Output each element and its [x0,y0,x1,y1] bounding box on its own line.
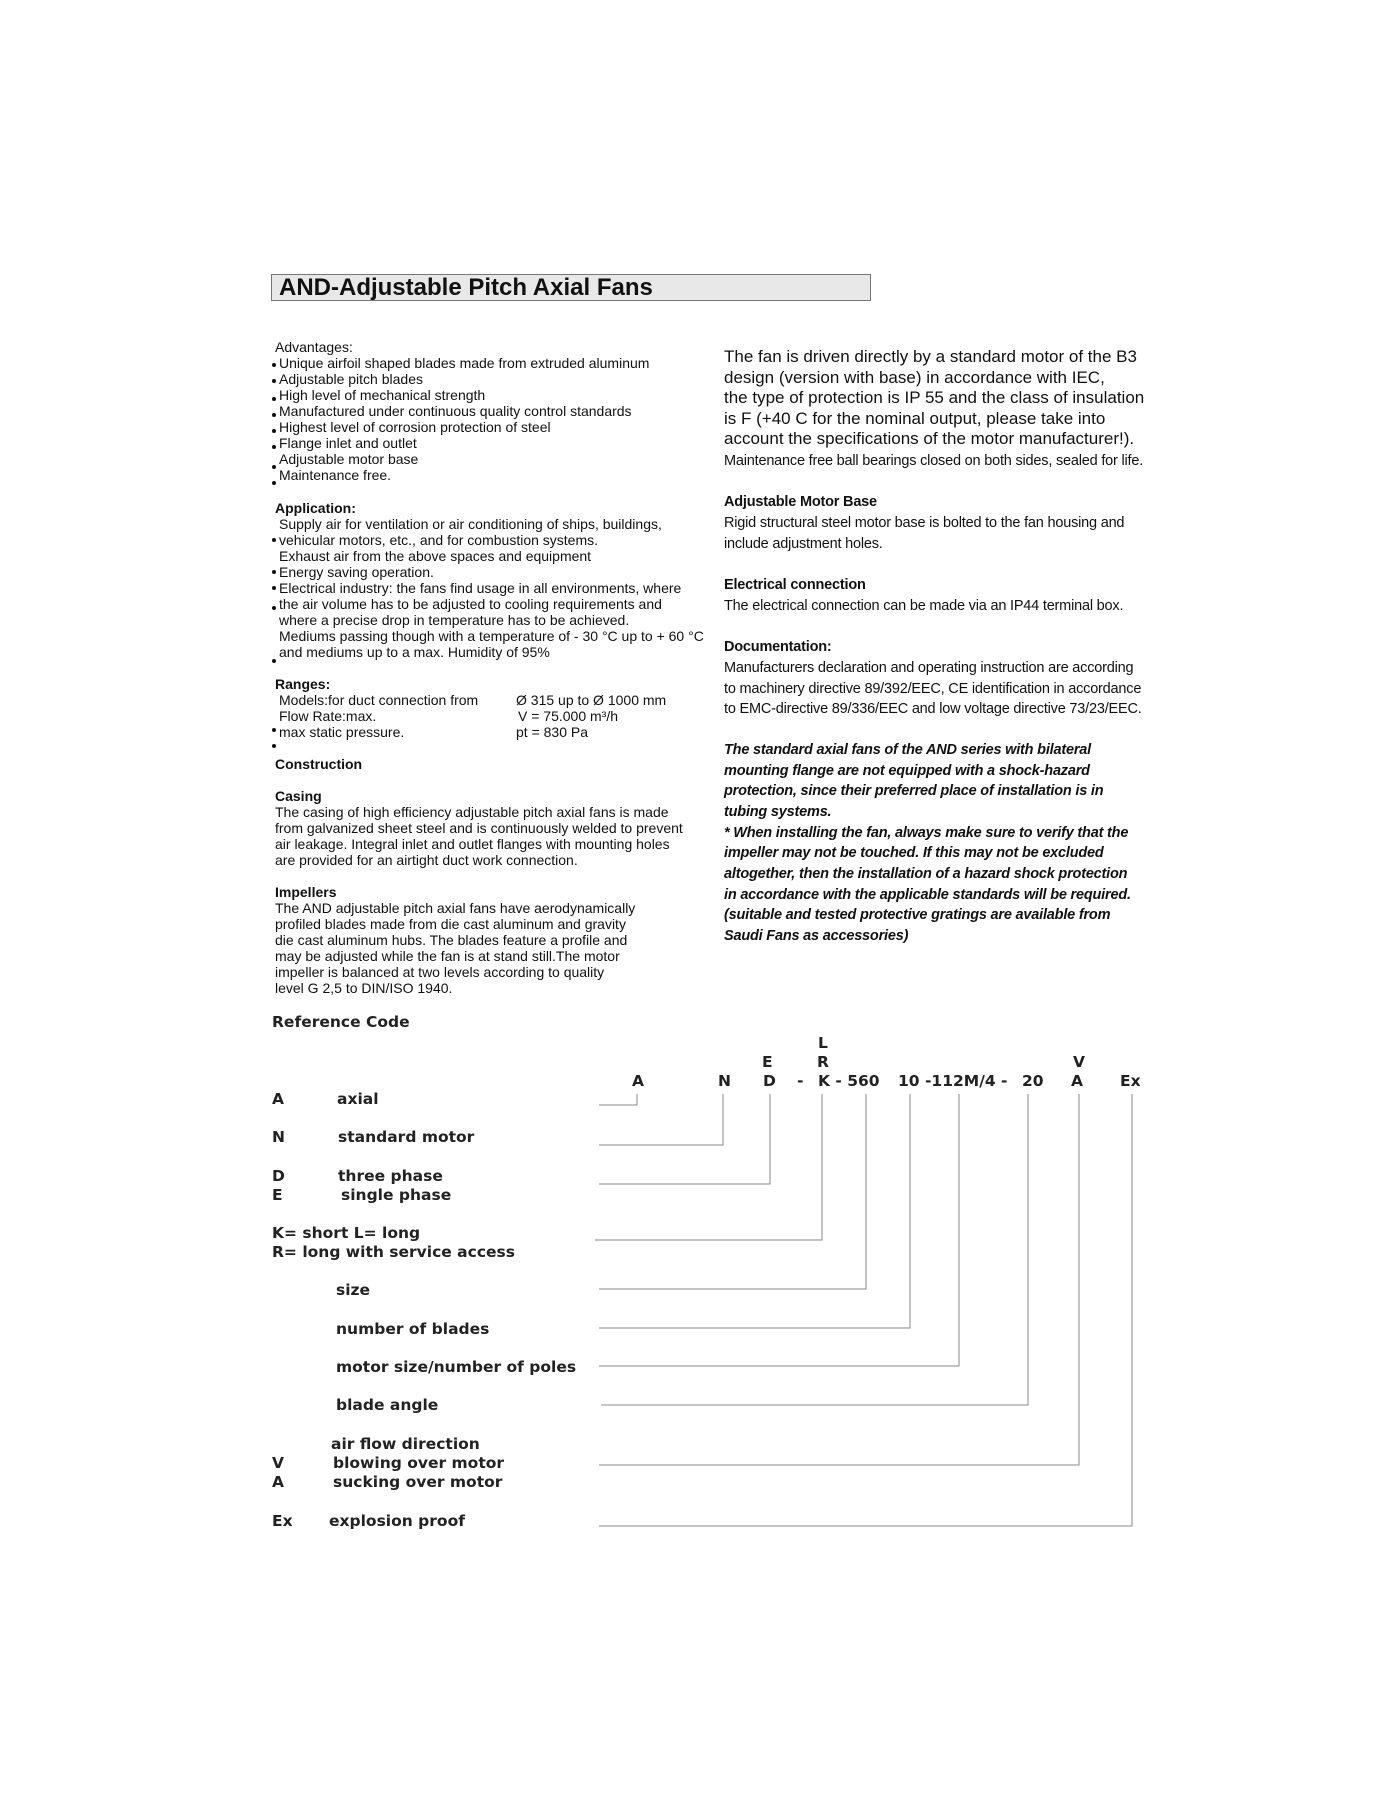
advantages-item: Highest level of corrosion protection of steel [279,419,551,435]
ranges-label: Flow Rate:max. [279,708,377,724]
application-line: Electrical industry: the fans find usage in all environments, where [279,580,682,596]
legend-letter: V [272,1454,284,1472]
connector-k [595,1094,822,1240]
warning-line: (suitable and tested protective gratings are available from [724,907,1111,923]
code-alt-e: E [762,1053,773,1071]
warning-line: impeller may not be touched. If this may not be excluded [724,845,1104,861]
legend-text: single phase [341,1186,452,1204]
advantages-item: Flange inlet and outlet [279,435,417,451]
warning-line: mounting flange are not equipped with a shock-hazard [724,763,1090,779]
motor-base-line: Rigid structural steel motor base is bolted to the fan housing and [724,515,1125,531]
legend-text: three phase [338,1167,443,1185]
ranges-heading: Ranges: [275,676,331,692]
ranges-label: Models:for duct connection from [279,692,479,708]
motor-line: is F (+40 C for the nominal output, please take into [724,409,1106,428]
advantages-item: High level of mechanical strength [279,387,486,403]
impellers-line: profiled blades made from die cast aluminum and gravity [275,916,626,932]
legend-text: number of blades [336,1320,490,1338]
application-line: vehicular motors, etc., and for combustion systems. [279,532,599,548]
connector-a [599,1094,637,1105]
warning-line: Saudi Fans as accessories) [724,928,909,944]
bearings-line: Maintenance free ball bearings closed on both sides, sealed for life. [724,453,1144,469]
motor-base-heading: Adjustable Motor Base [724,494,877,510]
casing-heading: Casing [275,788,322,804]
application-line: Supply air for ventilation or air conditioning of ships, buildings, [279,516,662,532]
legend-text: sucking over motor [333,1473,503,1491]
advantages-item: Adjustable motor base [279,451,419,467]
documentation-heading: Documentation: [724,639,832,655]
code-motor: -112M/4 - [925,1072,1008,1090]
legend-text: K= short L= long [272,1224,421,1242]
code-a: A [632,1072,644,1090]
impellers-line: impeller is balanced at two levels according to quality [275,964,605,980]
casing-line: air leakage. Integral inlet and outlet flanges with mounting holes [275,836,670,852]
advantages-item: Manufactured under continuous quality control standards [279,403,632,419]
page-title: AND-Adjustable Pitch Axial Fans [279,274,653,301]
legend-text: R= long with service access [272,1243,515,1261]
motor-line: design (version with base) in accordance with IEC, [724,368,1105,387]
application-line: where a precise drop in temperature has to be achieved. [279,612,630,628]
electrical-line: The electrical connection can be made via an IP44 terminal box. [724,598,1124,614]
legend-text: motor size/number of poles [336,1358,577,1376]
casing-line: are provided for an airtight duct work connection. [275,852,578,868]
connector-blades [599,1094,910,1328]
reference-heading: Reference Code [272,1013,410,1031]
casing-line: from galvanized sheet steel and is continuously welded to prevent [275,820,683,836]
legend-text: axial [337,1090,379,1108]
documentation-line: Manufacturers declaration and operating instruction are according [724,660,1134,676]
impellers-line: die cast aluminum hubs. The blades feature a profile and [275,932,628,948]
impellers-line: The AND adjustable pitch axial fans have aerodynamically [275,900,636,916]
legend-text: size [336,1281,371,1299]
warning-line: in accordance with the applicable standards will be required. [724,887,1131,903]
ranges-value: V = 75.000 m³/h [518,708,619,724]
impellers-line: may be adjusted while the fan is at stand still.The motor [275,948,620,964]
impellers-heading: Impellers [275,884,337,900]
legend-letter: A [272,1473,284,1491]
code-dash: - [797,1072,804,1090]
code-airflow: A [1071,1072,1083,1090]
legend-text: blowing over motor [333,1454,505,1472]
motor-line: account the specifications of the motor manufacturer!). [724,429,1135,448]
legend-letter: Ex [272,1512,293,1530]
connector-motor [599,1094,959,1366]
legend-letter: D [272,1167,285,1185]
application-line: Exhaust air from the above spaces and equipment [279,548,592,564]
connector-d [599,1094,770,1184]
code-n: N [718,1072,731,1090]
ranges-value: pt = 830 Pa [516,724,589,740]
impellers-line: level G 2,5 to DIN/ISO 1940. [275,980,453,996]
documentation-line: to EMC-directive 89/336/EEC and low voltage directive 73/23/EEC. [724,701,1142,717]
motor-base-line: include adjustment holes. [724,536,883,552]
legend-text: air flow direction [331,1435,480,1453]
application-line: Mediums passing though with a temperature of - 30 °C up to + 60 °C [279,628,704,644]
code-alt-r: R [817,1053,829,1071]
warning-line: tubing systems. [724,804,832,820]
ranges-value: Ø 315 up to Ø 1000 mm [516,692,667,708]
motor-line: The fan is driven directly by a standard motor of the B3 [724,347,1137,366]
advantages-heading: Advantages: [275,339,353,355]
legend-text: standard motor [338,1128,475,1146]
legend-letter: E [272,1186,283,1204]
legend-text: explosion proof [329,1512,465,1530]
code-blades: 10 [898,1072,920,1090]
application-line: and mediums up to a max. Humidity of 95% [279,644,550,660]
connector-angle [601,1094,1028,1405]
code-d: D [763,1072,776,1090]
warning-line: protection, since their preferred place of installation is in [724,783,1104,799]
warning-line: The standard axial fans of the AND series with bilateral [724,742,1091,758]
code-k-size: K - 560 [818,1072,880,1090]
application-line: Energy saving operation. [279,564,434,580]
connector-n [599,1094,723,1145]
legend-letter: N [272,1128,285,1146]
application-line: the air volume has to be adjusted to cooling requirements and [279,596,662,612]
documentation-line: to machinery directive 89/392/EEC, CE identification in accordance [724,681,1142,697]
electrical-heading: Electrical connection [724,577,866,593]
advantages-item: Adjustable pitch blades [279,371,423,387]
code-alt-v: V [1073,1053,1085,1071]
legend-letter: A [272,1090,284,1108]
code-ex: Ex [1120,1072,1141,1090]
legend-text: blade angle [336,1396,439,1414]
construction-heading: Construction [275,756,363,772]
application-heading: Application: [275,500,356,516]
ranges-label: max static pressure. [279,724,405,740]
advantages-item: Unique airfoil shaped blades made from extruded aluminum [279,355,650,371]
connector-size [599,1094,866,1289]
code-angle: 20 [1022,1072,1044,1090]
warning-line: altogether, then the installation of a hazard shock protection [724,866,1128,882]
advantages-item: Maintenance free. [279,467,392,483]
warning-line: * When installing the fan, always make sure to verify that the [724,825,1129,841]
connector-airflow [599,1094,1079,1465]
code-alt-l: L [818,1034,828,1052]
motor-line: the type of protection is IP 55 and the class of insulation [724,388,1145,407]
casing-line: The casing of high efficiency adjustable pitch axial fans is made [275,804,669,820]
